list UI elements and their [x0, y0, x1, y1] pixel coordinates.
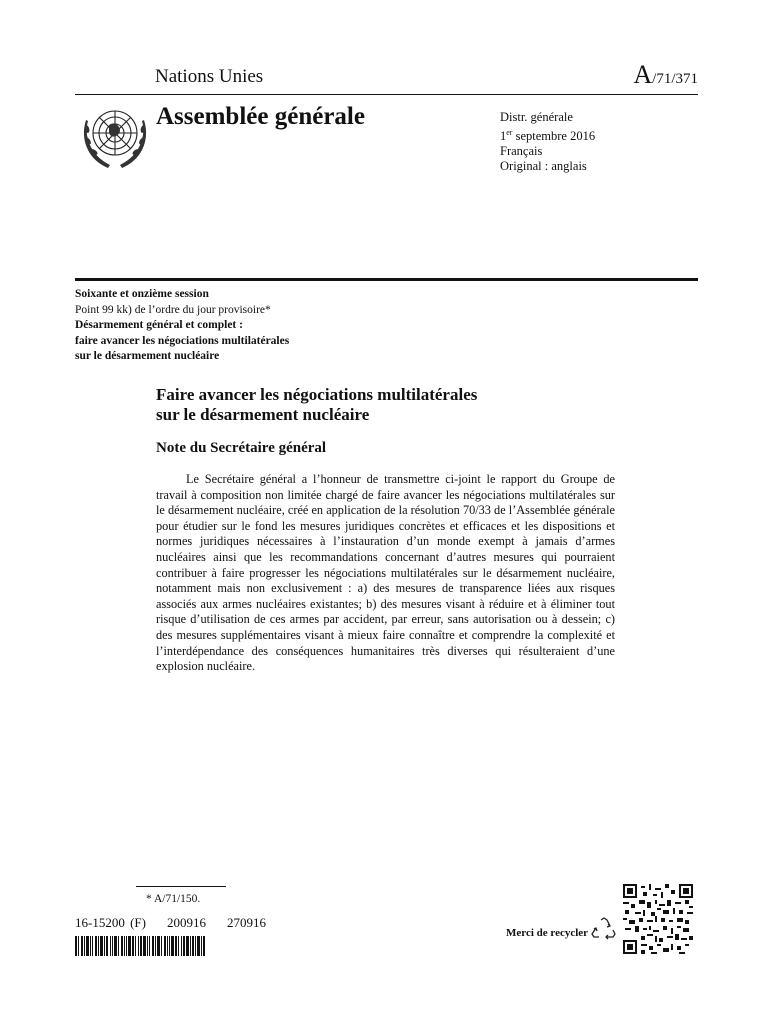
footnote: * A/71/150.	[146, 893, 201, 905]
note-title: Note du Secrétaire général	[156, 440, 327, 456]
job-number: 16-15200 (F) 200916 270916	[75, 915, 266, 930]
document-title	[156, 385, 626, 425]
subtopic-line-2: sur le désarmement nucléaire	[75, 350, 220, 362]
date-line	[500, 125, 595, 144]
document-symbol-number: /71/371	[652, 71, 698, 87]
barcode-icon	[75, 936, 205, 956]
body-name: Assemblée générale	[156, 103, 365, 130]
organization-name: Nations Unies	[155, 66, 264, 87]
title-line-2: sur le désarmement nucléaire	[156, 405, 370, 424]
heavy-rule	[75, 278, 698, 281]
recycle-icon	[591, 916, 617, 942]
topic-line: Désarmement général et complet :	[75, 319, 243, 331]
qr-code-icon	[623, 884, 693, 954]
original-line: Original : anglais	[500, 159, 587, 174]
title-line-1: Faire avancer les négociations multilatérales	[156, 385, 478, 404]
recycle-text: Merci de recycler	[506, 927, 589, 939]
agenda-item-line: Point 99 kk) de l’ordre du jour provisoire*	[75, 303, 271, 316]
date-rest: septembre 2016	[512, 129, 596, 144]
body-paragraph: Le Secrétaire général a l’honneur de transmettre ci-joint le rapport du Groupe de travail à composition non limitée chargé de faire avancer les négociations multilatérales sur le désarmement nucléaire, créé en application de la résolution 70/33 de l’Assemblée générale pour étudier sur le fond les mesures juridiques concrètes et efficaces et les dispositions et normes juridiques nécessaires à l’instauration d’un monde exempt à jamais d’armes nucléaires ainsi que les recommandations concernant d’autres mesures qui pourraient contribuer à faire progresser les négociations multilatérales sur le désarmement nucléaire, notamment mais non exclusivement : a) des mesures de transparence liées aux risques associés aux armes nucléaires existantes; b) des mesures visant à réduire et à éliminer tout risque d’utilisation de ces armes par accident, par erreur, sans autorisation ou à dessein; c) des mesures supplémentaires visant à mieux faire connaître et comprendre la complexité et l’interdépendance des conséquences humanitaires très diverses qui résulteraient d’une explosion nucléaire.	[156, 472, 615, 674]
subtopic-line-1: faire avancer les négociations multilatérales	[75, 334, 290, 347]
language-line: Français	[500, 144, 543, 159]
date-ordinal: er	[506, 128, 513, 137]
un-emblem-icon	[78, 99, 152, 173]
date-day: 1	[500, 129, 507, 144]
document-symbol	[633, 60, 698, 90]
document-symbol-letter: A	[633, 60, 653, 89]
agenda-block	[75, 287, 289, 365]
distr-line: Distr. générale	[500, 110, 573, 124]
header-rule	[75, 94, 698, 95]
footnote-rule	[136, 886, 226, 887]
session-line: Soixante et onzième session	[75, 288, 209, 300]
distribution-block	[500, 110, 595, 174]
